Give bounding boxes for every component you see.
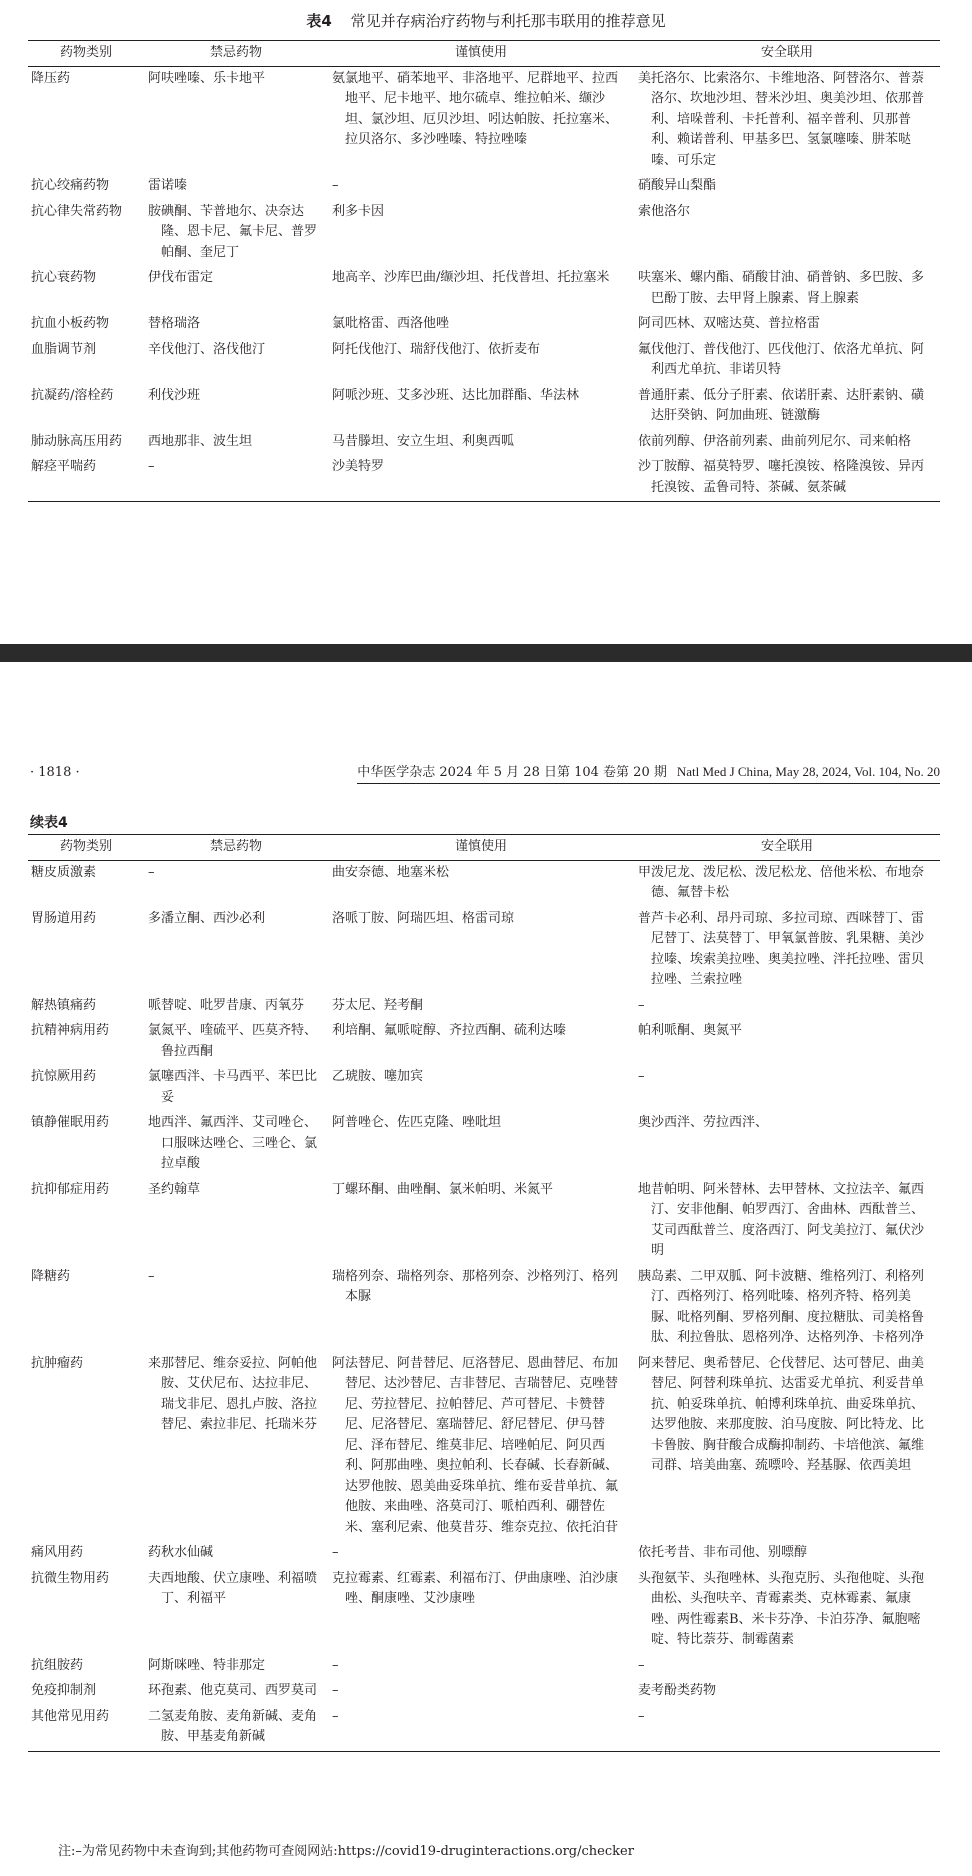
table-cell xyxy=(328,312,634,338)
page-divider xyxy=(0,644,972,662)
cell-text: 抗抑郁症用药 xyxy=(31,1181,110,1197)
table-cell xyxy=(634,1111,940,1178)
cell-text: 美托洛尔、比索洛尔、卡维地洛、阿替洛尔、普萘洛尔、坎地沙坦、替米沙坦、奥美沙坦、依那普利、培哚普利、卡托普利、福辛普利、贝那普利、赖诺普利、甲基多巴、氢氯噻嗪、肼苯哒嗪、可乐定 xyxy=(638,70,925,168)
table-cell xyxy=(634,266,940,312)
cell-text: 硝酸异山梨酯 xyxy=(638,178,717,193)
table-cell xyxy=(144,1705,328,1752)
cell-text: 辛伐他汀、洛伐他汀 xyxy=(148,341,266,357)
table-header-row xyxy=(28,41,940,67)
cell-text: 胃肠道用药 xyxy=(31,910,97,926)
table-cell xyxy=(634,312,940,338)
table-row xyxy=(28,66,940,174)
cell-text: 阿来替尼、奥希替尼、仑伐替尼、达可替尼、曲美替尼、阿替利珠单抗、达雷妥尤单抗、利妥昔单抗、帕妥珠单抗、帕博利珠单抗、曲妥珠单抗、达罗他胺、来那度胺、泊马度胺、阿比特龙、比卡鲁胺、胸苷酸合成酶抑制药、卡培他滨、氟维司群、培美曲塞、巯嘌呤、羟基脲、依西美坦 xyxy=(638,1355,925,1473)
table-cell xyxy=(28,430,144,456)
table-cell xyxy=(28,66,144,174)
cell-text: 阿哌沙班、艾多沙班、达比加群酯、华法林 xyxy=(332,387,580,403)
cell-text: 依托考昔、非布司他、别嘌醇 xyxy=(638,1545,808,1560)
table-cell xyxy=(328,907,634,994)
table-cell xyxy=(634,994,940,1020)
table-cell xyxy=(28,1265,144,1352)
table-cell xyxy=(634,66,940,174)
table-cell xyxy=(328,1541,634,1567)
cell-text: – xyxy=(638,1657,645,1673)
cell-text: 替格瑞洛 xyxy=(148,316,201,331)
table-row xyxy=(28,907,940,994)
table-cell xyxy=(328,1567,634,1654)
cell-text: 痛风用药 xyxy=(31,1545,84,1560)
cell-text: 甲泼尼龙、泼尼松、泼尼松龙、倍他米松、布地奈德、氟替卡松 xyxy=(638,864,925,900)
table-cell xyxy=(634,174,940,200)
table-row xyxy=(28,1019,940,1065)
table-cell xyxy=(634,907,940,994)
table-row xyxy=(28,312,940,338)
cell-text: 伊伐布雷定 xyxy=(148,270,214,285)
table-cell xyxy=(28,200,144,267)
cell-text: – xyxy=(638,1708,645,1724)
drug-table-part2 xyxy=(28,834,940,1752)
cell-text: 抗微生物用药 xyxy=(31,1570,110,1586)
column-header: 安全联用 xyxy=(760,839,813,854)
table-cell xyxy=(328,860,634,907)
table-cell xyxy=(144,1352,328,1542)
cell-text: 抗心衰药物 xyxy=(31,270,97,285)
table-cell xyxy=(144,266,328,312)
cell-text: 氯吡格雷、西洛他唑 xyxy=(332,316,450,331)
cell-text: 阿司匹林、双嘧达莫、普拉格雷 xyxy=(638,316,821,331)
table-cell xyxy=(328,266,634,312)
table-cell xyxy=(144,1265,328,1352)
table-cell xyxy=(634,1019,940,1065)
table-cell xyxy=(634,338,940,384)
table-row xyxy=(28,1178,940,1265)
table-cell xyxy=(144,1111,328,1178)
table-cell xyxy=(28,907,144,994)
cell-text: 环孢素、他克莫司、西罗莫司 xyxy=(148,1683,318,1698)
column-header: 药物类别 xyxy=(59,839,112,854)
table-cell xyxy=(634,1352,940,1542)
cell-text: – xyxy=(332,1708,339,1724)
cell-text: 瑞格列奈、瑞格列奈、那格列奈、沙格列汀、格列本脲 xyxy=(332,1268,619,1304)
cell-text: 解热镇痛药 xyxy=(31,997,97,1013)
table-cell xyxy=(28,1111,144,1178)
table-cell xyxy=(144,1178,328,1265)
table-cell xyxy=(28,1352,144,1542)
table-row xyxy=(28,174,940,200)
cell-text: 解痉平喘药 xyxy=(31,459,97,474)
cell-text: 利培酮、氟哌啶醇、齐拉西酮、硫利达嗪 xyxy=(332,1023,567,1038)
table-row xyxy=(28,1654,940,1680)
table-cell xyxy=(634,1679,940,1705)
cell-text: 抗心律失常药物 xyxy=(31,203,123,219)
table-cell xyxy=(634,1065,940,1111)
cell-text: – xyxy=(332,1683,339,1698)
cell-text: 洛哌丁胺、阿瑞匹坦、格雷司琼 xyxy=(332,910,515,926)
table-cell xyxy=(144,66,328,174)
cell-text: 免疫抑制剂 xyxy=(31,1683,97,1698)
cell-text: 氨氯地平、硝苯地平、非洛地平、尼群地平、拉西地平、尼卡地平、地尔硫卓、维拉帕米、缬沙坦、氯沙坦、厄贝沙坦、吲达帕胺、托拉塞米、拉贝洛尔、多沙唑嗪、特拉唑嗪 xyxy=(332,70,619,147)
table-cell xyxy=(328,384,634,430)
cell-text: 抗血小板药物 xyxy=(31,316,110,331)
table-title xyxy=(0,10,972,32)
table-row xyxy=(28,430,940,456)
table-cell xyxy=(144,338,328,384)
cell-text: – xyxy=(148,459,155,474)
table-cell xyxy=(28,1178,144,1265)
cell-text: 奥沙西泮、劳拉西泮、 xyxy=(638,1115,769,1130)
cell-text: 麦考酚类药物 xyxy=(638,1683,717,1698)
table-row xyxy=(28,1541,940,1567)
cell-text: 圣约翰草 xyxy=(148,1181,201,1197)
table-row xyxy=(28,994,940,1020)
column-header: 禁忌药物 xyxy=(209,839,262,854)
table-row xyxy=(28,1111,940,1178)
table-cell xyxy=(634,384,940,430)
table-cell xyxy=(634,1541,940,1567)
cell-text: 索他洛尔 xyxy=(638,203,691,219)
table-cell xyxy=(328,1111,634,1178)
table-cell xyxy=(328,1352,634,1542)
cell-text: 阿法替尼、阿昔替尼、厄洛替尼、恩曲替尼、布加替尼、达沙替尼、吉非替尼、吉瑞替尼、克唑替尼、劳拉替尼、拉帕替尼、芦可替尼、卡赞替尼、尼洛替尼、塞瑞替尼、舒尼替尼、伊马替尼、泽布替尼、维莫非尼、培唑帕尼、阿贝西利、阿那曲唑、奥拉帕利、长春碱、长春新碱、达罗他胺、恩美曲妥珠单抗、维布妥昔单抗、氟他胺、来曲唑、洛莫司汀、哌柏西利、硼替佐米、塞利尼索、他莫昔芬、维奈克拉、依托泊苷 xyxy=(332,1355,619,1535)
cell-text: 帕利哌酮、奥氮平 xyxy=(638,1023,743,1038)
table-cell xyxy=(328,430,634,456)
table-row xyxy=(28,200,940,267)
cell-text: 克拉霉素、红霉素、利福布汀、伊曲康唑、泊沙康唑、酮康唑、艾沙康唑 xyxy=(332,1570,619,1606)
cell-text: 抗精神病用药 xyxy=(31,1023,110,1038)
table-row xyxy=(28,1567,940,1654)
column-header: 谨慎使用 xyxy=(454,45,507,60)
cell-text: 二氢麦角胺、麦角新碱、麦角胺、甲基麦角新碱 xyxy=(148,1708,318,1744)
table-cell xyxy=(28,860,144,907)
table-cell xyxy=(28,384,144,430)
journal-cn: 中华医学杂志 2024 年 5 月 28 日第 104 卷第 20 期 xyxy=(357,765,667,780)
table-cell xyxy=(28,338,144,384)
table-cell xyxy=(144,174,328,200)
cell-text: 抗惊厥用药 xyxy=(31,1069,97,1084)
cell-text: 地西泮、氟西泮、艾司唑仑、口服咪达唑仑、三唑仑、氯拉卓酸 xyxy=(148,1115,318,1171)
cell-text: 雷诺嗪 xyxy=(148,178,188,193)
table-cell xyxy=(634,1567,940,1654)
table-title-text: 常见并存病治疗药物与利托那韦联用的推荐意见 xyxy=(350,12,666,30)
cell-text: – xyxy=(332,178,339,193)
cell-text: 普芦卡必利、昂丹司琼、多拉司琼、西咪替丁、雷尼替丁、法莫替丁、甲氧氯普胺、乳果糖、美沙拉嗪、埃索美拉唑、奥美拉唑、泮托拉唑、雷贝拉唑、兰索拉唑 xyxy=(638,910,925,987)
table-cell xyxy=(144,312,328,338)
page-top xyxy=(0,0,972,644)
table-cell xyxy=(28,1019,144,1065)
column-header: 禁忌药物 xyxy=(209,45,262,60)
cell-text: 阿普唑仑、佐匹克隆、唑吡坦 xyxy=(332,1115,502,1130)
column-header: 谨慎使用 xyxy=(454,839,507,854)
table-cell xyxy=(328,1265,634,1352)
cell-text: 氯噻西泮、卡马西平、苯巴比妥 xyxy=(148,1069,318,1105)
table-cell xyxy=(634,455,940,502)
journal-en: Natl Med J China, May 28, 2024, Vol. 104, No. 20 xyxy=(676,764,940,779)
table-cell xyxy=(328,994,634,1020)
cell-text: 镇静催眠用药 xyxy=(31,1115,110,1130)
table-header-row xyxy=(28,835,940,861)
table-row xyxy=(28,1352,940,1542)
cell-text: 乙琥胺、噻加宾 xyxy=(332,1069,424,1084)
table-cell xyxy=(28,1567,144,1654)
table-row xyxy=(28,1065,940,1111)
table-row xyxy=(28,1265,940,1352)
table-cell xyxy=(634,1178,940,1265)
table-cell xyxy=(328,1679,634,1705)
cell-text: 抗心绞痛药物 xyxy=(31,178,110,193)
cell-text: 氟伐他汀、普伐他汀、匹伐他汀、依洛尤单抗、阿利西尤单抗、非诺贝特 xyxy=(638,341,925,377)
table-cell xyxy=(328,200,634,267)
cell-text: 地高辛、沙库巴曲/缬沙坦、托伐普坦、托拉塞米 xyxy=(332,270,610,285)
cell-text: – xyxy=(148,1268,155,1284)
table-cell xyxy=(28,1705,144,1752)
table-row xyxy=(28,384,940,430)
table-cell xyxy=(28,994,144,1020)
cell-text: 呋塞米、螺内酯、硝酸甘油、硝普钠、多巴胺、多巴酚丁胺、去甲肾上腺素、肾上腺素 xyxy=(638,270,925,306)
table-row xyxy=(28,860,940,907)
table-cell xyxy=(28,1065,144,1111)
table-cell xyxy=(28,1679,144,1705)
table-cell xyxy=(634,860,940,907)
cell-text: 曲安奈德、地塞米松 xyxy=(332,864,450,880)
column-header: 药物类别 xyxy=(59,45,112,60)
cell-text: – xyxy=(638,997,645,1013)
page-number: · 1818 · xyxy=(30,765,80,780)
table-cell xyxy=(28,1654,144,1680)
table-cell xyxy=(328,1178,634,1265)
table-cell xyxy=(28,174,144,200)
table-cell xyxy=(144,200,328,267)
cell-text: 肺动脉高压用药 xyxy=(31,433,123,449)
table-label: 表4 xyxy=(306,12,332,30)
journal-info xyxy=(357,762,940,784)
cell-text: 来那替尼、维奈妥拉、阿帕他胺、艾伏尼布、达拉非尼、瑞戈非尼、恩扎卢胺、洛拉替尼、索拉非尼、托瑞米芬 xyxy=(148,1355,318,1432)
cell-text: 依前列醇、伊洛前列素、曲前列尼尔、司来帕格 xyxy=(638,433,912,449)
table-cell xyxy=(328,1019,634,1065)
table-cell xyxy=(144,907,328,994)
table-cell xyxy=(28,312,144,338)
table-cell xyxy=(28,1541,144,1567)
cell-text: 降压药 xyxy=(31,70,71,86)
table-row xyxy=(28,1705,940,1752)
table-cell xyxy=(328,1705,634,1752)
table-cell xyxy=(634,1654,940,1680)
cell-text: 其他常见用药 xyxy=(31,1708,110,1724)
table-row xyxy=(28,1679,940,1705)
drug-table-part1 xyxy=(28,40,940,502)
cell-text: 药秋水仙碱 xyxy=(148,1545,214,1560)
table-cell xyxy=(144,994,328,1020)
cell-text: 地昔帕明、阿米替林、去甲替林、文拉法辛、氟西汀、安非他酮、帕罗西汀、舍曲林、西酞普兰、艾司西酞普兰、度洛西汀、阿戈美拉汀、氟伏沙明 xyxy=(638,1181,925,1258)
table-cell xyxy=(144,1654,328,1680)
table-cell xyxy=(144,430,328,456)
table-cell xyxy=(328,455,634,502)
table-note: 注:–为常见药物中未查询到;其他药物可查阅网站:https://covid19-druginteractions.org/checker xyxy=(58,1844,634,1859)
cell-text: 夫西地酸、伏立康唑、利福喷丁、利福平 xyxy=(148,1570,318,1606)
cell-text: 降糖药 xyxy=(31,1268,71,1284)
table-cell xyxy=(144,1679,328,1705)
cell-text: 抗组胺药 xyxy=(31,1657,84,1673)
cell-text: 沙丁胺醇、福莫特罗、噻托溴铵、格隆溴铵、异丙托溴铵、孟鲁司特、茶碱、氨茶碱 xyxy=(638,459,925,495)
cell-text: 头孢氨苄、头孢唑林、头孢克肟、头孢他啶、头孢曲松、头孢呋辛、青霉素类、克林霉素、氟康唑、两性霉素B、米卡芬净、卡泊芬净、氟胞嘧啶、特比萘芬、制霉菌素 xyxy=(638,1570,925,1647)
cell-text: 胰岛素、二甲双胍、阿卡波糖、维格列汀、利格列汀、西格列汀、格列吡嗪、格列齐特、格列美脲、吡格列酮、罗格列酮、度拉糖肽、司美格鲁肽、利拉鲁肽、恩格列净、达格列净、卡格列净 xyxy=(638,1268,925,1345)
table-cell xyxy=(144,1541,328,1567)
cell-text: 西地那非、波生坦 xyxy=(148,433,253,449)
cell-text: 糖皮质激素 xyxy=(31,864,97,880)
table-row xyxy=(28,338,940,384)
table-cell xyxy=(144,860,328,907)
table-cell xyxy=(144,455,328,502)
cell-text: 阿斯咪唑、特非那定 xyxy=(148,1657,266,1673)
table-cell xyxy=(144,1567,328,1654)
cell-text: – xyxy=(638,1069,645,1084)
cell-text: 利多卡因 xyxy=(332,203,385,219)
cell-text: 哌替啶、吡罗昔康、丙氧芬 xyxy=(148,997,305,1013)
cell-text: 多潘立酮、西沙必利 xyxy=(148,910,266,926)
cell-text: 普通肝素、低分子肝素、依诺肝素、达肝素钠、磺达肝癸钠、阿加曲班、链激酶 xyxy=(638,387,925,423)
cell-text: 利伐沙班 xyxy=(148,387,201,403)
cell-text: 阿呋唑嗪、乐卡地平 xyxy=(148,70,266,86)
table-cell xyxy=(328,1654,634,1680)
cell-text: – xyxy=(332,1657,339,1673)
cell-text: 抗凝药/溶栓药 xyxy=(31,387,114,403)
table-cell xyxy=(144,384,328,430)
cell-text: – xyxy=(148,864,155,880)
cell-text: – xyxy=(332,1545,339,1560)
cell-text: 阿托伐他汀、瑞舒伐他汀、依折麦布 xyxy=(332,341,541,357)
table-cell xyxy=(328,174,634,200)
table-cell xyxy=(328,1065,634,1111)
cell-text: 沙美特罗 xyxy=(332,459,385,474)
table-cell xyxy=(328,66,634,174)
cell-text: 氯氮平、喹硫平、匹莫齐特、鲁拉西酮 xyxy=(148,1023,318,1059)
table-cell xyxy=(144,1065,328,1111)
table-cell xyxy=(634,1705,940,1752)
cell-text: 血脂调节剂 xyxy=(31,341,97,357)
table-cell xyxy=(634,200,940,267)
cell-text: 抗肿瘤药 xyxy=(31,1355,84,1371)
table-cell xyxy=(634,1265,940,1352)
continued-table-title: 续表4 xyxy=(30,815,68,831)
table-row xyxy=(28,455,940,502)
table-cell xyxy=(144,1019,328,1065)
cell-text: 丁螺环酮、曲唑酮、氯米帕明、米氮平 xyxy=(332,1181,554,1197)
table-row xyxy=(28,266,940,312)
page-bottom xyxy=(0,662,972,1876)
running-header xyxy=(30,762,940,784)
cell-text: 马昔滕坦、安立生坦、利奥西呱 xyxy=(332,433,515,449)
table-cell xyxy=(28,266,144,312)
cell-text: 胺碘酮、苄普地尔、决奈达隆、恩卡尼、氟卡尼、普罗帕酮、奎尼丁 xyxy=(148,203,318,260)
table-cell xyxy=(328,338,634,384)
table-cell xyxy=(28,455,144,502)
table-cell xyxy=(634,430,940,456)
cell-text: 芬太尼、羟考酮 xyxy=(332,997,424,1013)
column-header: 安全联用 xyxy=(760,45,813,60)
